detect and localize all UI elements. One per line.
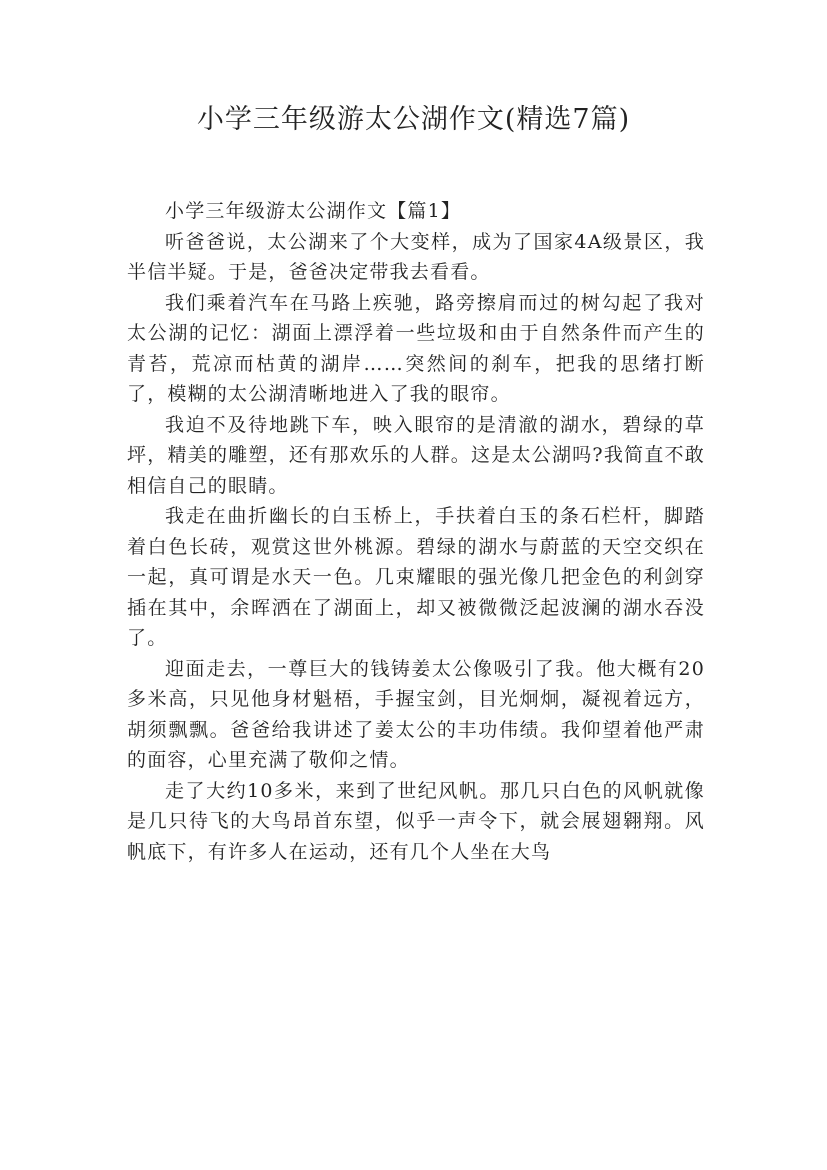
- paragraph-1: 听爸爸说，太公湖来了个大变样，成为了国家4A级景区，我半信半疑。于是，爸爸决定带我去看看。: [127, 230, 705, 283]
- paragraph-3: 我迫不及待地跳下车，映入眼帘的是清澈的湖水，碧绿的草坪，精美的雕塑，还有那欢乐的人群。这是太公湖吗?我简直不敢相信自己的眼睛。: [127, 413, 705, 497]
- paragraph-2: 我们乘着汽车在马路上疾驰，路旁擦肩而过的树勾起了我对太公湖的记忆：湖面上漂浮着一些垃圾和由于自然条件而产生的青苔，荒凉而枯黄的湖岸……突然间的刹车，把我的思绪打断了，模糊的太公湖清晰地进入了我的眼帘。: [127, 291, 705, 405]
- paragraph-6: 走了大约10多米，来到了世纪风帆。那几只白色的风帆就像是几只待飞的大鸟昂首东望，似乎一声令下，就会展翅翱翔。风帆底下，有许多人在运动，还有几个人坐在大鸟: [127, 779, 705, 863]
- paragraph-5: 迎面走去，一尊巨大的钱铸姜太公像吸引了我。他大概有20多米高，只见他身材魁梧，手握宝剑，目光炯炯，凝视着远方，胡须飘飘。爸爸给我讲述了姜太公的丰功伟绩。我仰望着他严肃的面容，心里充满了敬仰之情。: [127, 657, 705, 771]
- document-title: 小学三年级游太公湖作文(精选7篇): [196, 104, 631, 135]
- document-body: [127, 196, 705, 867]
- section-heading: 小学三年级游太公湖作文【篇1】: [165, 200, 462, 222]
- paragraph-4: 我走在曲折幽长的白玉桥上，手扶着白玉的条石栏杆，脚踏着白色长砖，观赏这世外桃源。碧绿的湖水与蔚蓝的天空交织在一起，真可谓是水天一色。几束耀眼的强光像几把金色的利剑穿插在其中，余晖洒在了湖面上，却又被微微泛起波澜的湖水吞没了。: [127, 505, 705, 649]
